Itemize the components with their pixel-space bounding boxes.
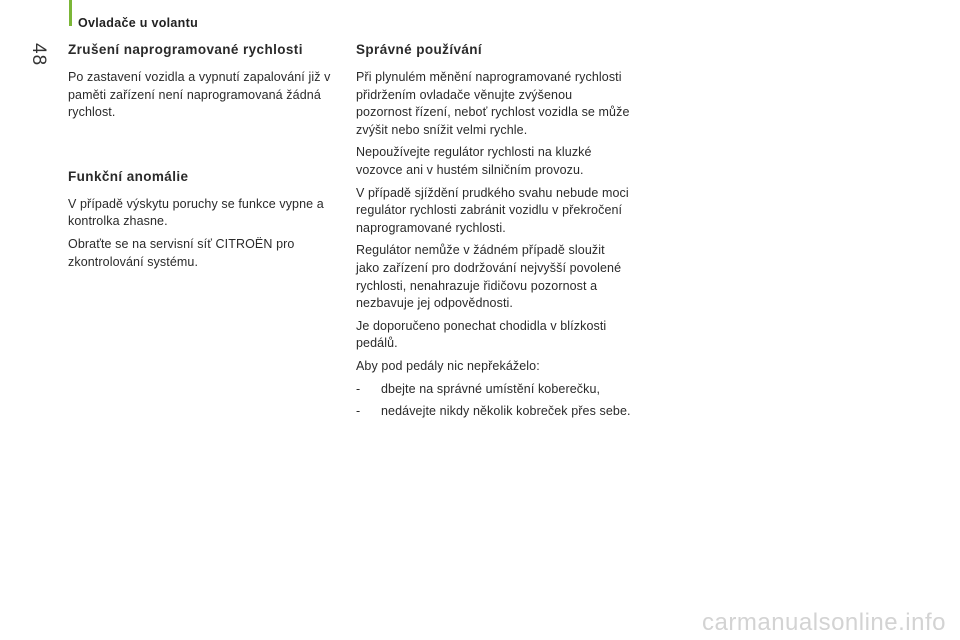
bullet-dash: - — [356, 381, 361, 396]
section-title-correct-use: Správné používání — [356, 42, 483, 57]
list-item-text: nedávejte nikdy několik kobreček přes sebe. — [381, 404, 631, 419]
list-item — [356, 381, 631, 399]
chapter-title: Ovladače u volantu — [78, 16, 199, 30]
site-watermark: carmanualsonline.info — [702, 609, 946, 636]
paragraph-correct-use-3: V případě sjíždění prudkého svahu nebude moci regulátor rychlosti zabránit vozidlu v překročení naprogramované rychlosti. — [356, 185, 629, 235]
paragraph-correct-use-5: Je doporučeno ponechat chodidla v blízkosti pedálů. — [356, 318, 607, 351]
section-accent-bar — [69, 0, 72, 26]
list-item — [356, 403, 631, 421]
section-spacer — [68, 127, 333, 169]
left-column — [68, 42, 333, 276]
paragraph-malfunction-1: V případě výskytu poruchy se funkce vypne a kontrolka zhasne. — [68, 196, 324, 229]
paragraph-correct-use-1: Při plynulém měnění naprogramované rychlosti přidržením ovladače věnujte zvýšenou pozornost řízení, neboť rychlost vozidla se může zvýšit nebo snížit velmi rychle. — [356, 70, 630, 137]
paragraph-malfunction-2: Obraťte se na servisní síť CITROËN pro zkontrolování systému. — [68, 236, 295, 269]
section-title-cancel-speed: Zrušení naprogramované rychlosti — [68, 42, 303, 57]
list-item-text: dbejte na správné umístění koberečku, — [381, 381, 601, 396]
paragraph-correct-use-6: Aby pod pedály nic nepřekáželo: — [356, 358, 540, 373]
right-column — [356, 42, 631, 426]
paragraph-cancel-speed: Po zastavení vozidla a vypnutí zapalování již v paměti zařízení není naprogramovaná žádná rychlost. — [68, 70, 331, 120]
page-number: 48 — [28, 43, 49, 67]
section-title-malfunction: Funkční anomálie — [68, 168, 189, 184]
paragraph-correct-use-2: Nepoužívejte regulátor rychlosti na kluzké vozovce ani v hustém silničním provozu. — [356, 145, 592, 177]
paragraph-correct-use-4: Regulátor nemůže v žádném případě sloužit jako zařízení pro dodržování nejvyšší povolené rychlosti, nenahrazuje řidičovu pozornost a nezbavuje jej odpovědnosti. — [356, 243, 622, 311]
bullet-dash: - — [356, 404, 361, 419]
